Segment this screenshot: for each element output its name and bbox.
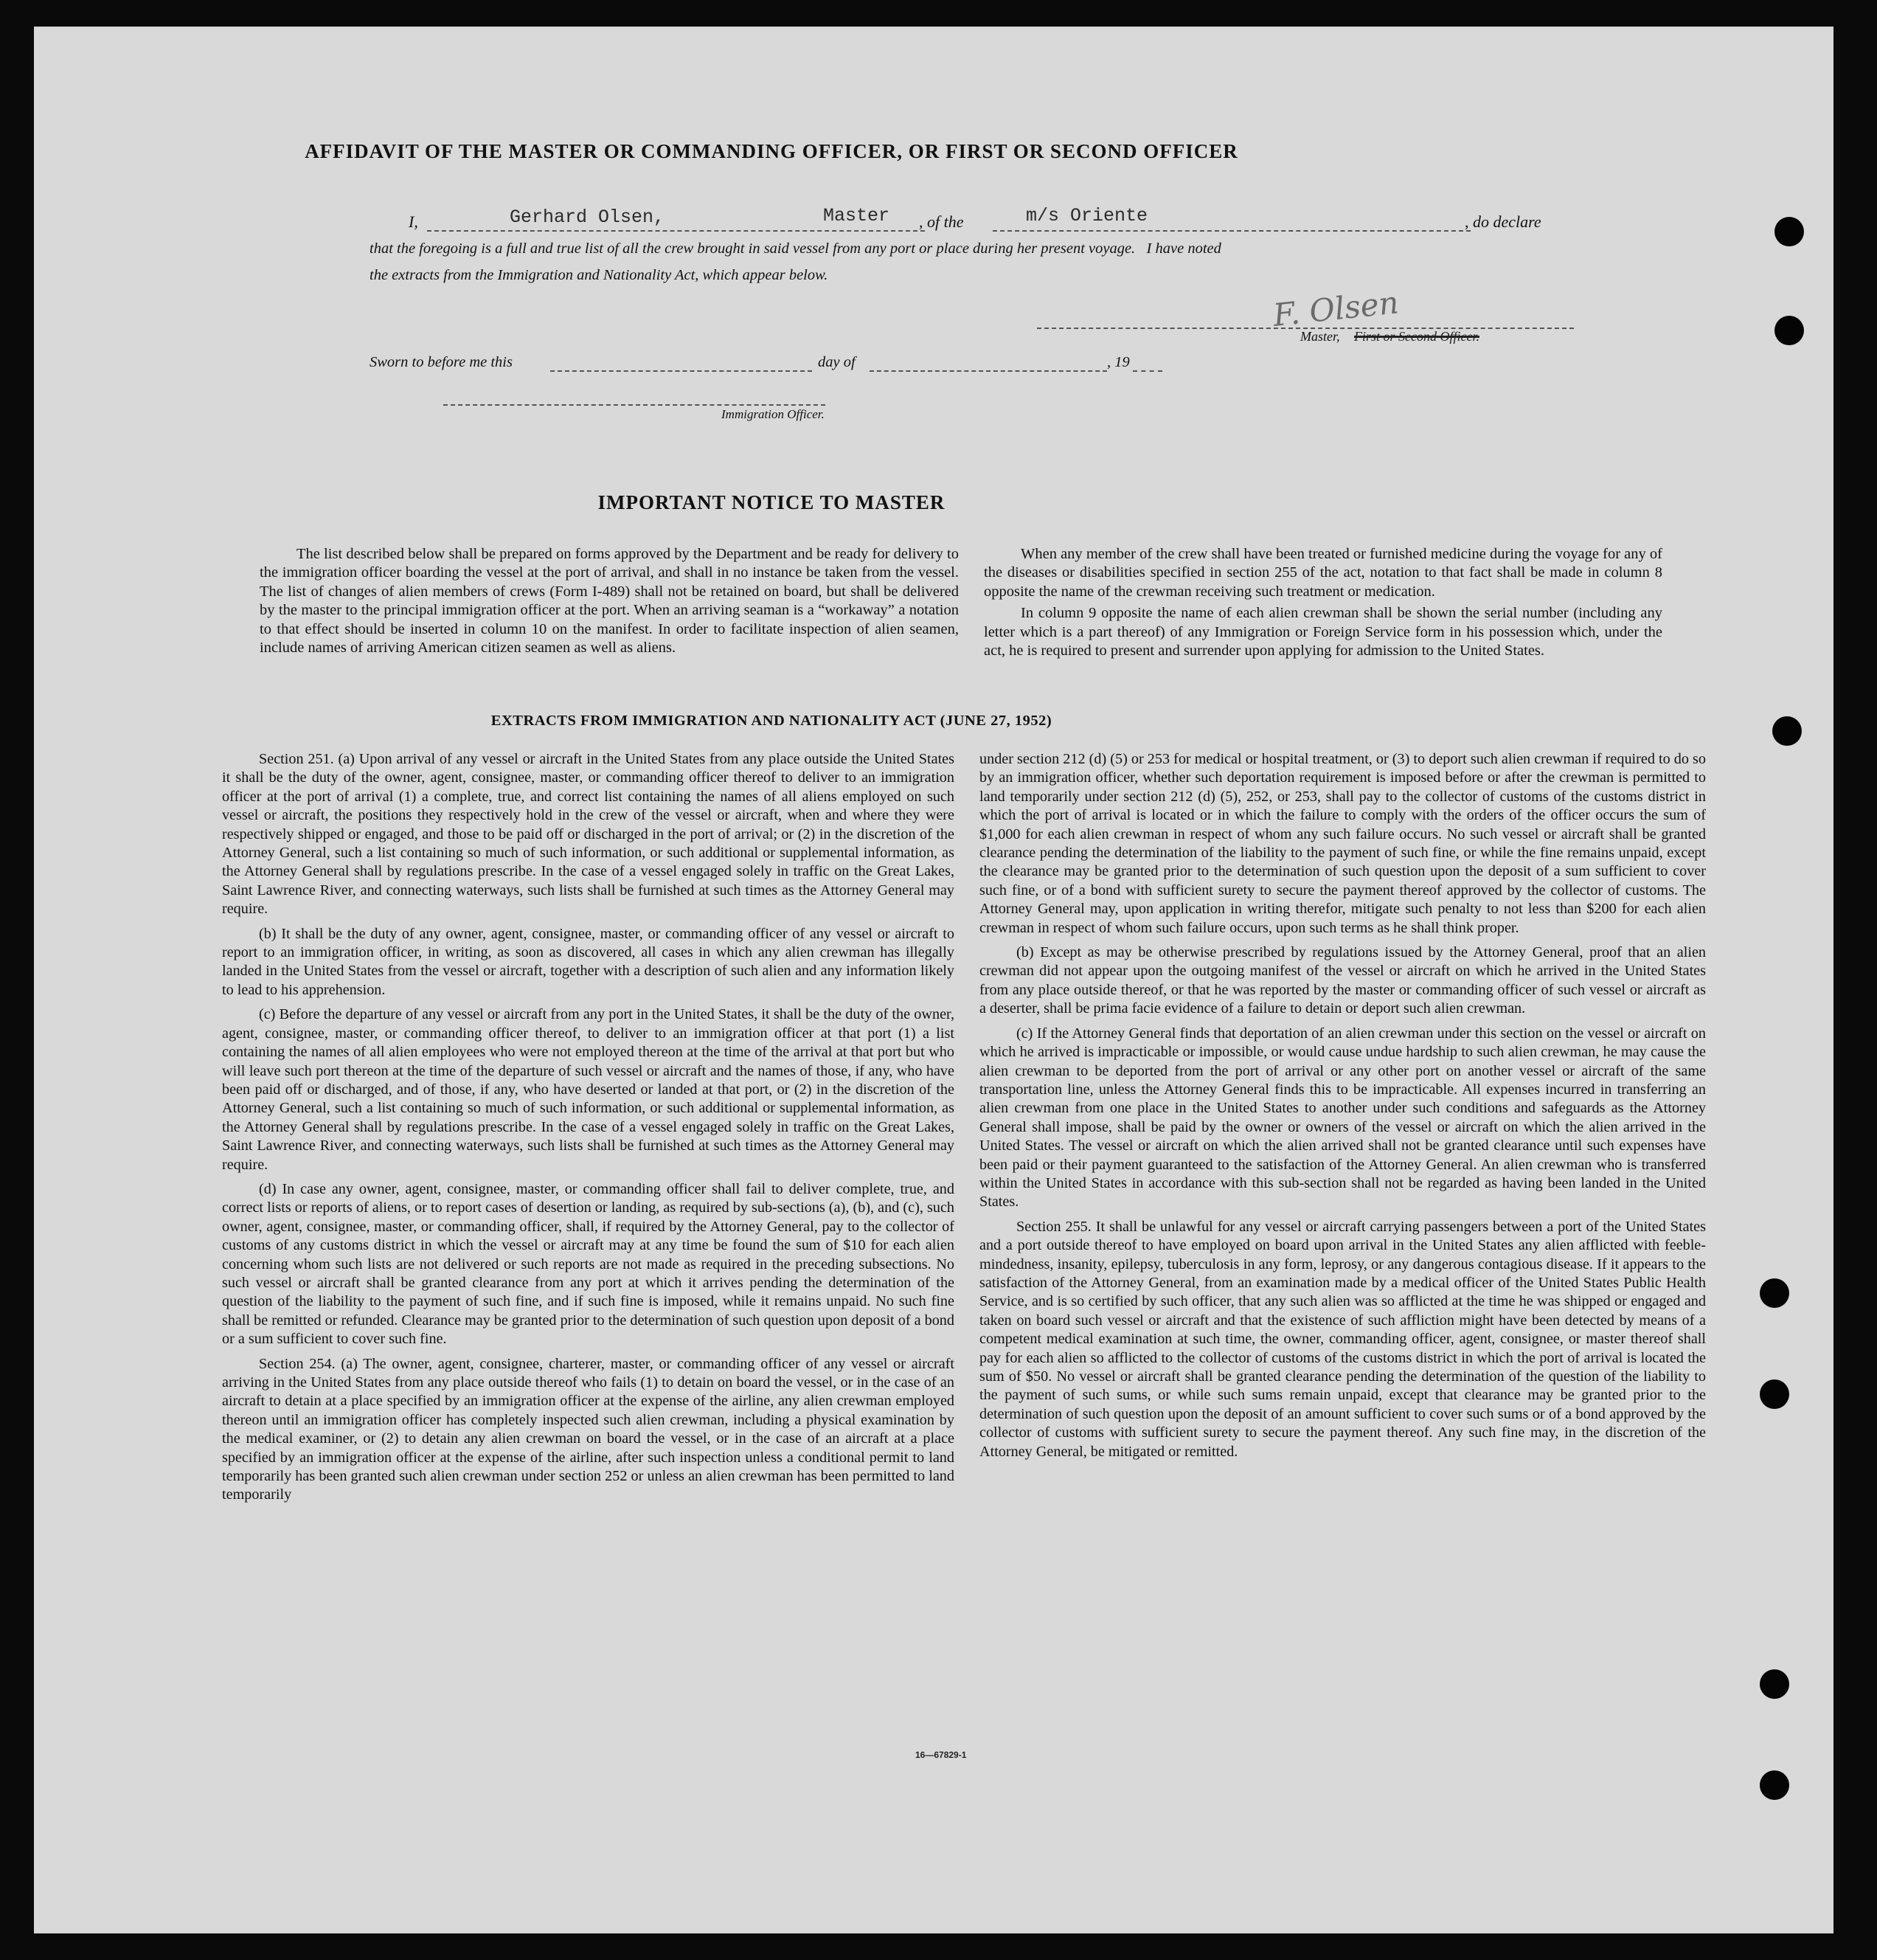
section-254-a-continued: under section 212 (d) (5) or 253 for medical or hospital treatment, or (3) to deport such alien crewman if required to do so by an immigration officer, whether such deportation requirement is imposed before or after the crewman is permitted to land temporarily under section 212 (d) (5), 252, or 253, shall pay to the collector of customs of the customs district in which the port of arrival is located or in which the failure to comply with the orders of the officer occurs the sum of $1,000 for each alien crewman in respect of whom any such failure occurs. No such vessel or aircraft shall be granted clearance pending the determination of the liability to the payment of such fine, or while the fine remains unpaid, except the clearance may be granted prior to the determination of such question upon the deposit of a sum sufficient to cover such fine, or of a bond with sufficient surety to secure the payment thereof approved by the collector of customs. The Attorney General may, upon application in writing therefor, mitigate such penalty to not less than $200 for each alien crewman in respect of whom such failure occurs, upon such terms as he shall think proper. (979, 751, 1706, 936)
extracts-left-column (222, 750, 954, 1505)
master-signature: F. Olsen (1271, 284, 1401, 333)
form-number: 16—67829-1 (915, 1750, 967, 1760)
sworn-label: Sworn to before me this (369, 354, 513, 370)
section-255: Section 255. It shall be unlawful for any vessel or aircraft carrying passengers between a port of the United States and a port outside thereof to have employed on board upon arrival in the United States any alien afflicted with feeble-mindedness, insanity, epilepsy, tuberculosis in any form, leprosy, or any dangerous contagious disease. If it appears to the satisfaction of the Attorney General, from an examination made by a medical officer of the United States Public Health Service, and is so certified by such officer, that any such alien was so afflicted at the time he was shipped or engaged and taken on board such vessel or aircraft and that the existence of such affliction might have been detected by means of a competent medical examination at such time, the owner, commanding officer, agent, consignee, or master thereof shall pay for each alien so afflicted to the collector of customs of the customs district in which the port of arrival is located the sum of $50. No vessel or aircraft shall be granted clearance pending the determination of the question of the liability to the payment of such sums, or while such sums remain unpaid, except that clearance may be granted prior to the determination of such question upon the deposit of an amount sufficient to cover such sums or of a bond approved by the collector of customs with sufficient surety to secure the payment thereof. Any such fine may, in the discretion of the Attorney General, be mitigated or remitted. (979, 1218, 1706, 1460)
notice-title: IMPORTANT NOTICE TO MASTER (597, 491, 946, 513)
section-251-c: (c) Before the departure of any vessel or aircraft from any port in the United States, it shall be the duty of the owner, agent, consignee, master, or commanding officer thereof, to deliver to an immigration officer at that port (1) a list containing the names of all alien employees who were not employed thereon at the time of the arrival at that port but who will leave such port thereon at the time of the departure of such vessel or aircraft and the names of those, if any, who have been paid off or discharged, and of those, if any, who have deserted or landed at that port, or (2) in the discretion of the Attorney General, such a list containing so much of such information, or such additional or supplemental information, as the Attorney General shall by regulations prescribe. In the case of a vessel engaged solely in traffic on the Great Lakes, Saint Lawrence River, and connecting waterways, such lists shall be furnished at such times as the Attorney General may require. (222, 1006, 954, 1173)
punch-hole-icon (1760, 1379, 1789, 1409)
section-251-d: (d) In case any owner, agent, consignee, master, or commanding officer shall fail to deliver complete, true, and correct lists or reports of aliens, or to report cases of desertion or landing, as required by sub-sections (a), (b), and (c), such owner, agent, consignee, master, or commanding officer, shall, if required by the Attorney General, pay to the collector of customs of any customs district in which the vessel or aircraft may at any time be found the sum of $10 for each alien concerning whom such lists are not delivered or such reports are not made as required in the preceding subsections. No such vessel or aircraft shall be granted clearance from any port at which it arrives pending the determination of the question of the liability to the payment of such fine, and if such fine is imposed, while it remains unpaid. No such fine shall be remitted or refunded. Clearance may be granted prior to the determination of such question upon deposit of a bond or a sum sufficient to cover such fine. (222, 1180, 954, 1348)
name-line (427, 230, 925, 232)
punch-hole-icon (1774, 316, 1804, 345)
signature-caption-struck: First or Second Officer. (1354, 329, 1479, 344)
punch-hole-icon (1772, 716, 1802, 746)
year-line (1133, 370, 1162, 372)
master-name-value: Gerhard Olsen, (510, 207, 665, 228)
vessel-name-value: m/s Oriente (1026, 205, 1148, 226)
immigration-officer-caption: Immigration Officer. (721, 407, 825, 421)
extracts-right-column (979, 750, 1706, 1461)
section-251-a: Section 251. (a) Upon arrival of any vessel or aircraft in the United States from any place outside the United States it shall be the duty of the owner, agent, consignee, master, or commanding officer thereof to deliver to an immigration officer at the port of arrival (1) a complete, true, and correct list containing the names of all aliens employed on such vessel or aircraft, the positions they respectively hold in the crew of the vessel or aircraft, when and where they were respectively shipped or engaged, and those to be paid off or discharged in the port of arrival; or (2) in the discretion of the Attorney General, such a list containing so much of such information, or such additional or supplemental information, as the Attorney General shall by regulations prescribe. In the case of a vessel engaged solely in traffic on the Great Lakes, Saint Lawrence River, and connecting waterways, such lists shall be furnished at such times as the Attorney General may require. (222, 751, 954, 918)
day-of-label: day of (818, 354, 856, 370)
of-the-label: , of the (919, 212, 964, 231)
punch-hole-icon (1774, 217, 1804, 246)
affidavit-title: AFFIDAVIT OF THE MASTER OR COMMANDING OFFICER, OR FIRST OR SECOND OFFICER (305, 140, 1238, 162)
i-label: I, (409, 212, 418, 231)
month-line (870, 370, 1107, 372)
immigration-officer-line (443, 404, 825, 406)
rank-value: Master (823, 205, 890, 226)
year-prefix: , 19 (1107, 354, 1130, 370)
notice-left-column (260, 545, 959, 657)
punch-hole-icon (1760, 1669, 1789, 1699)
section-254-b: (b) Except as may be otherwise prescribed by regulations issued by the Attorney General, proof that an alien crewman did not appear upon the outgoing manifest of the vessel or aircraft on which he arrived in the United States from any place outside thereof, or that he was reported by the master or commanding officer of such vessel or aircraft as a deserter, shall be prima facie evidence of a failure to detain or deport such alien crewman. (979, 944, 1706, 1017)
section-254-a: Section 254. (a) The owner, agent, consignee, charterer, master, or commanding officer of any vessel or aircraft arriving in the United States from any place outside thereof who fails (1) to detain on board the vessel, or in the case of an aircraft to detain at a place specified by an immigration officer at the expense of the airline, any alien crewman employed thereon until an immigration officer has completely inspected such alien crewman, including a physical examination by the medical examiner, or (2) to detain any alien crewman on board the vessel, or in the case of an aircraft at a place specified by an immigration officer at the expense of the airline, after such inspection unless a conditional permit to land temporarily has been granted such alien crewman under section 252 or unless an alien crewman has been permitted to land temporarily (222, 1355, 954, 1503)
notice-right-column (984, 545, 1662, 660)
do-declare-label: , do declare (1465, 212, 1541, 231)
notice-right-text-1: When any member of the crew shall have been treated or furnished medicine during the voyage for any of the diseases or disabilities specified in section 255 of the act, notation to that fact shall be made in column 8 opposite the name of the crewman receiving such treatment or medication. (984, 546, 1662, 600)
signature-caption-master: Master, (1300, 329, 1340, 344)
declaration-line-1: that the foregoing is a full and true list of all the crew brought in said vessel from any port or place during her present voyage. I have noted (369, 240, 1221, 257)
sworn-date-line (550, 370, 812, 372)
notice-left-text: The list described below shall be prepared on forms approved by the Department and be ready for delivery to the immigration officer boarding the vessel at the port of arrival, and shall in no instance be taken from the vessel. The list of changes of alien members of crews (Form I-489) shall not be retained on board, but shall be delivered by the master to the principal immigration officer at the port. When an arriving seaman is a “workaway” a notation to that effect should be inserted in column 10 on the manifest. In order to facilitate inspection of alien seamen, include names of arriving American citizen seamen as well as aliens. (260, 546, 959, 657)
punch-hole-icon (1760, 1278, 1789, 1308)
declaration-line-2: the extracts from the Immigration and Nationality Act, which appear below. (369, 267, 828, 283)
section-251-b: (b) It shall be the duty of any owner, agent, consignee, master, or commanding officer of any vessel or aircraft to report to an immigration officer, in writing, as soon as discovered, all cases in which any alien crewman has illegally landed in the United States from the vessel or aircraft, together with a description of such alien and any information likely to lead to his apprehension. (222, 925, 954, 998)
notice-right-text-2: In column 9 opposite the name of each alien crewman shall be shown the serial number (including any letter which is a part thereof) of any Immigration or Foreign Service form in his possession which, under the act, he is required to present and surrender upon applying for admission to the United States. (984, 605, 1662, 659)
section-254-c: (c) If the Attorney General finds that deportation of an alien crewman under this section on the vessel or aircraft on which he arrived is impracticable or impossible, or would cause undue hardship to such alien crewman, he may cause the alien crewman to be deported from the port of arrival or any other port on another vessel or aircraft of the same transportation line, unless the Attorney General finds this to be impracticable. All expenses incurred in transferring an alien crewman from one place in the United States to another under such conditions and safeguards as the Attorney General shall impose, shall be paid by the owner or owners of the vessel or aircraft on which the alien arrived in the United States. The vessel or aircraft on which the alien arrived shall not be granted clearance until such expenses have been paid or their payment guaranteed to the satisfaction of the Attorney General. An alien crewman who is transferred within the United States in accordance with this sub-section shall not be regarded as having been landed in the United States. (979, 1025, 1706, 1211)
punch-hole-icon (1760, 1770, 1789, 1800)
vessel-line (993, 230, 1471, 232)
form-page (34, 27, 1833, 1933)
extracts-title: EXTRACTS FROM IMMIGRATION AND NATIONALITY ACT (JUNE 27, 1952) (490, 713, 1052, 729)
